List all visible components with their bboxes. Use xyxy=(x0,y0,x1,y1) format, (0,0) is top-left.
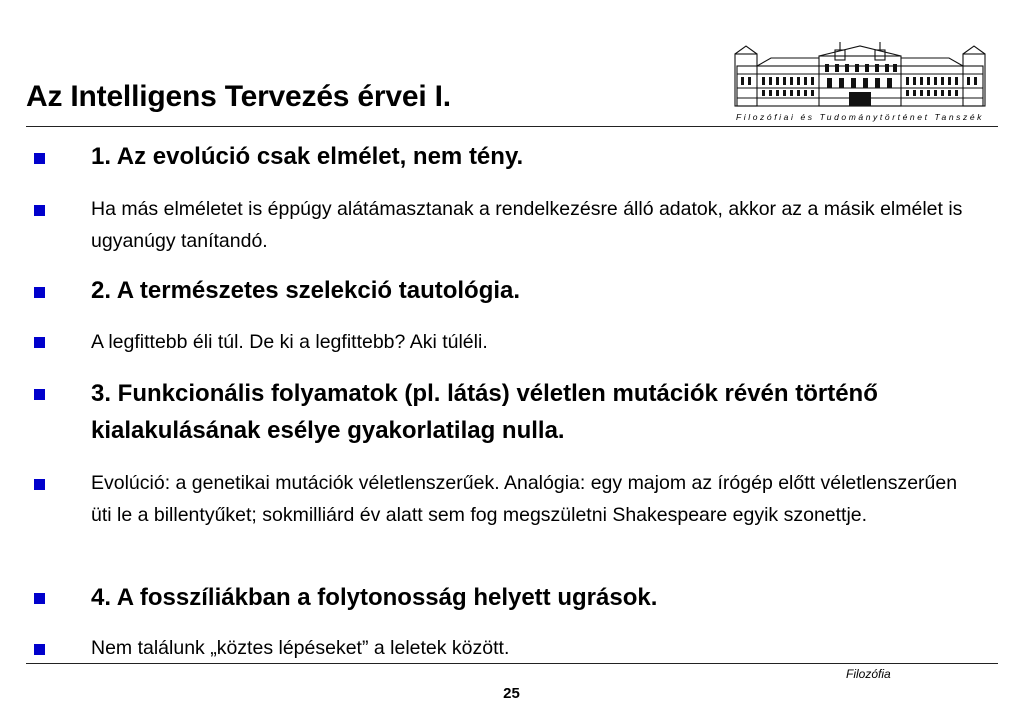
bullet-square xyxy=(34,337,45,348)
point-explanation: A legfittebb éli túl. De ki a legfittebb? Aki túléli. xyxy=(91,331,488,353)
bullet-square xyxy=(34,205,45,216)
point-heading: 1. Az evolúció csak elmélet, nem tény. xyxy=(91,143,524,170)
slide-title: Az Intelligens Tervezés érvei I. xyxy=(26,80,451,113)
point-explanation: Evolúció: a genetikai mutációk véletlenszerűek. Analógia: egy majom az írógép előtt véletlenszerűen üti le a billentyűket; sokmilliárd év alatt sem fog megszületni Shakespeare egyik szonettje. xyxy=(91,472,958,526)
header-divider xyxy=(26,126,998,127)
point-heading: 4. A fosszíliákban a folytonosság helyett ugrások. xyxy=(91,584,658,611)
point-explanation: Ha más elméletet is éppúgy alátámasztanak a rendelkezésre álló adatok, akkor az a másik elmélet is ugyanúgy tanítandó. xyxy=(91,198,963,252)
bullet-square xyxy=(34,389,45,400)
page-number: 25 xyxy=(503,685,520,702)
bullet-square xyxy=(34,644,45,655)
bullet-square xyxy=(34,479,45,490)
bullet-square xyxy=(34,593,45,604)
footer-divider xyxy=(26,663,998,664)
bullet-square xyxy=(34,287,45,298)
point-heading: 2. A természetes szelekció tautológia. xyxy=(91,277,521,304)
bullet-square xyxy=(34,153,45,164)
point-explanation: Nem találunk „köztes lépéseket” a leletek között. xyxy=(91,637,510,659)
university-building-logo xyxy=(731,40,989,126)
department-caption: Filozófiai és Tudománytörténet Tanszék xyxy=(735,112,985,122)
point-heading: 3. Funkcionális folyamatok (pl. látás) véletlen mutációk révén történő kialakulásának esélye gyakorlatilag nulla. xyxy=(91,380,878,444)
footer-label: Filozófia xyxy=(846,667,891,681)
building-drawing xyxy=(731,40,989,110)
